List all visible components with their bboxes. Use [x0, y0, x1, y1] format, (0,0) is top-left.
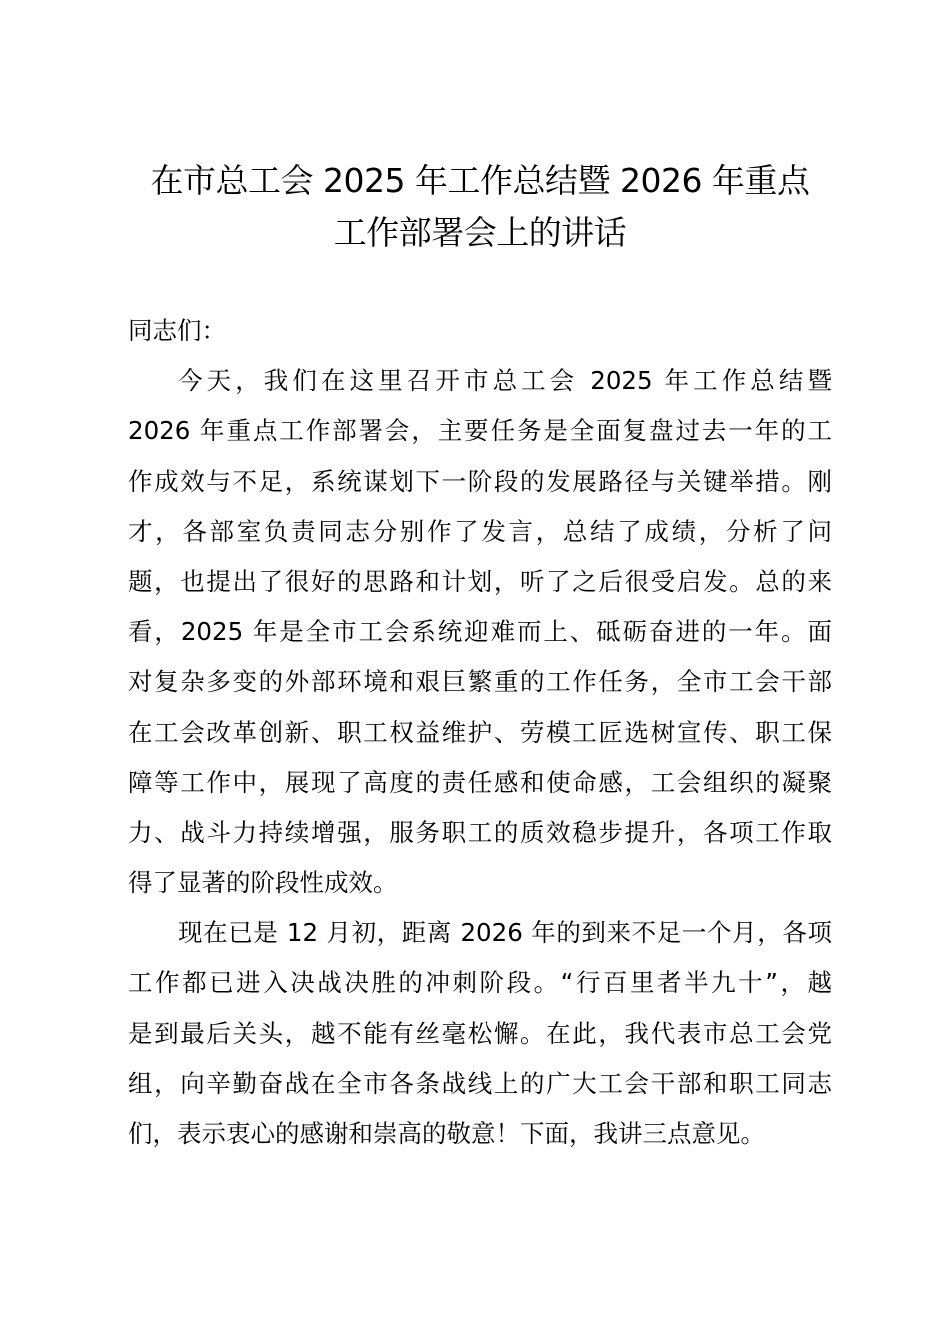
paragraph-line: 对复杂多变的外部环境和艰巨繁重的工作任务，全市工会干部	[128, 667, 832, 697]
paragraph-line: 2026 年重点工作部署会，主要任务是全面复盘过去一年的工	[128, 416, 832, 446]
paragraph-line: 现在已是 12 月初，距离 2026 年的到来不足一个月，各项	[178, 918, 832, 948]
paragraph-line: 今天，我们在这里召开市总工会 2025 年工作总结暨	[178, 366, 832, 396]
paragraph-1	[128, 356, 832, 908]
paragraph-line: 组，向辛勤奋战在全市各条战线上的广大工会干部和职工同志	[128, 1068, 832, 1098]
title-line: 工作部署会上的讲话	[333, 213, 627, 252]
paragraph-line: 工作都已进入决战决胜的冲刺阶段。“行百里者半九十”，越	[128, 968, 832, 998]
paragraph-line: 得了显著的阶段性成效。	[128, 868, 398, 898]
paragraph-line: 是到最后关头，越不能有丝毫松懈。在此，我代表市总工会党	[128, 1018, 832, 1048]
document-title	[120, 155, 840, 259]
salutation: 同志们：	[128, 316, 226, 345]
paragraph-line: 力、战斗力持续增强，服务职工的质效稳步提升，各项工作取	[128, 817, 832, 847]
paragraph-line: 们，表示衷心的感谢和崇高的敬意！下面，我讲三点意见。	[128, 1119, 765, 1148]
paragraph-2	[128, 908, 832, 1159]
paragraph-line: 题，也提出了很好的思路和计划，听了之后很受启发。总的来	[128, 566, 832, 596]
paragraph-line: 障等工作中，展现了高度的责任感和使命感，工会组织的凝聚	[128, 767, 832, 797]
paragraph-line: 才，各部室负责同志分别作了发言，总结了成绩，分析了问	[128, 516, 832, 546]
document-body	[128, 306, 832, 1159]
title-line: 在市总工会 2025 年工作总结暨 2026 年重点	[150, 161, 810, 200]
paragraph-line: 作成效与不足，系统谋划下一阶段的发展路径与关键举措。刚	[128, 466, 832, 496]
paragraph-line: 在工会改革创新、职工权益维护、劳模工匠选树宣传、职工保	[128, 717, 832, 747]
paragraph-line: 看，2025 年是全市工会系统迎难而上、砥砺奋进的一年。面	[128, 617, 832, 647]
